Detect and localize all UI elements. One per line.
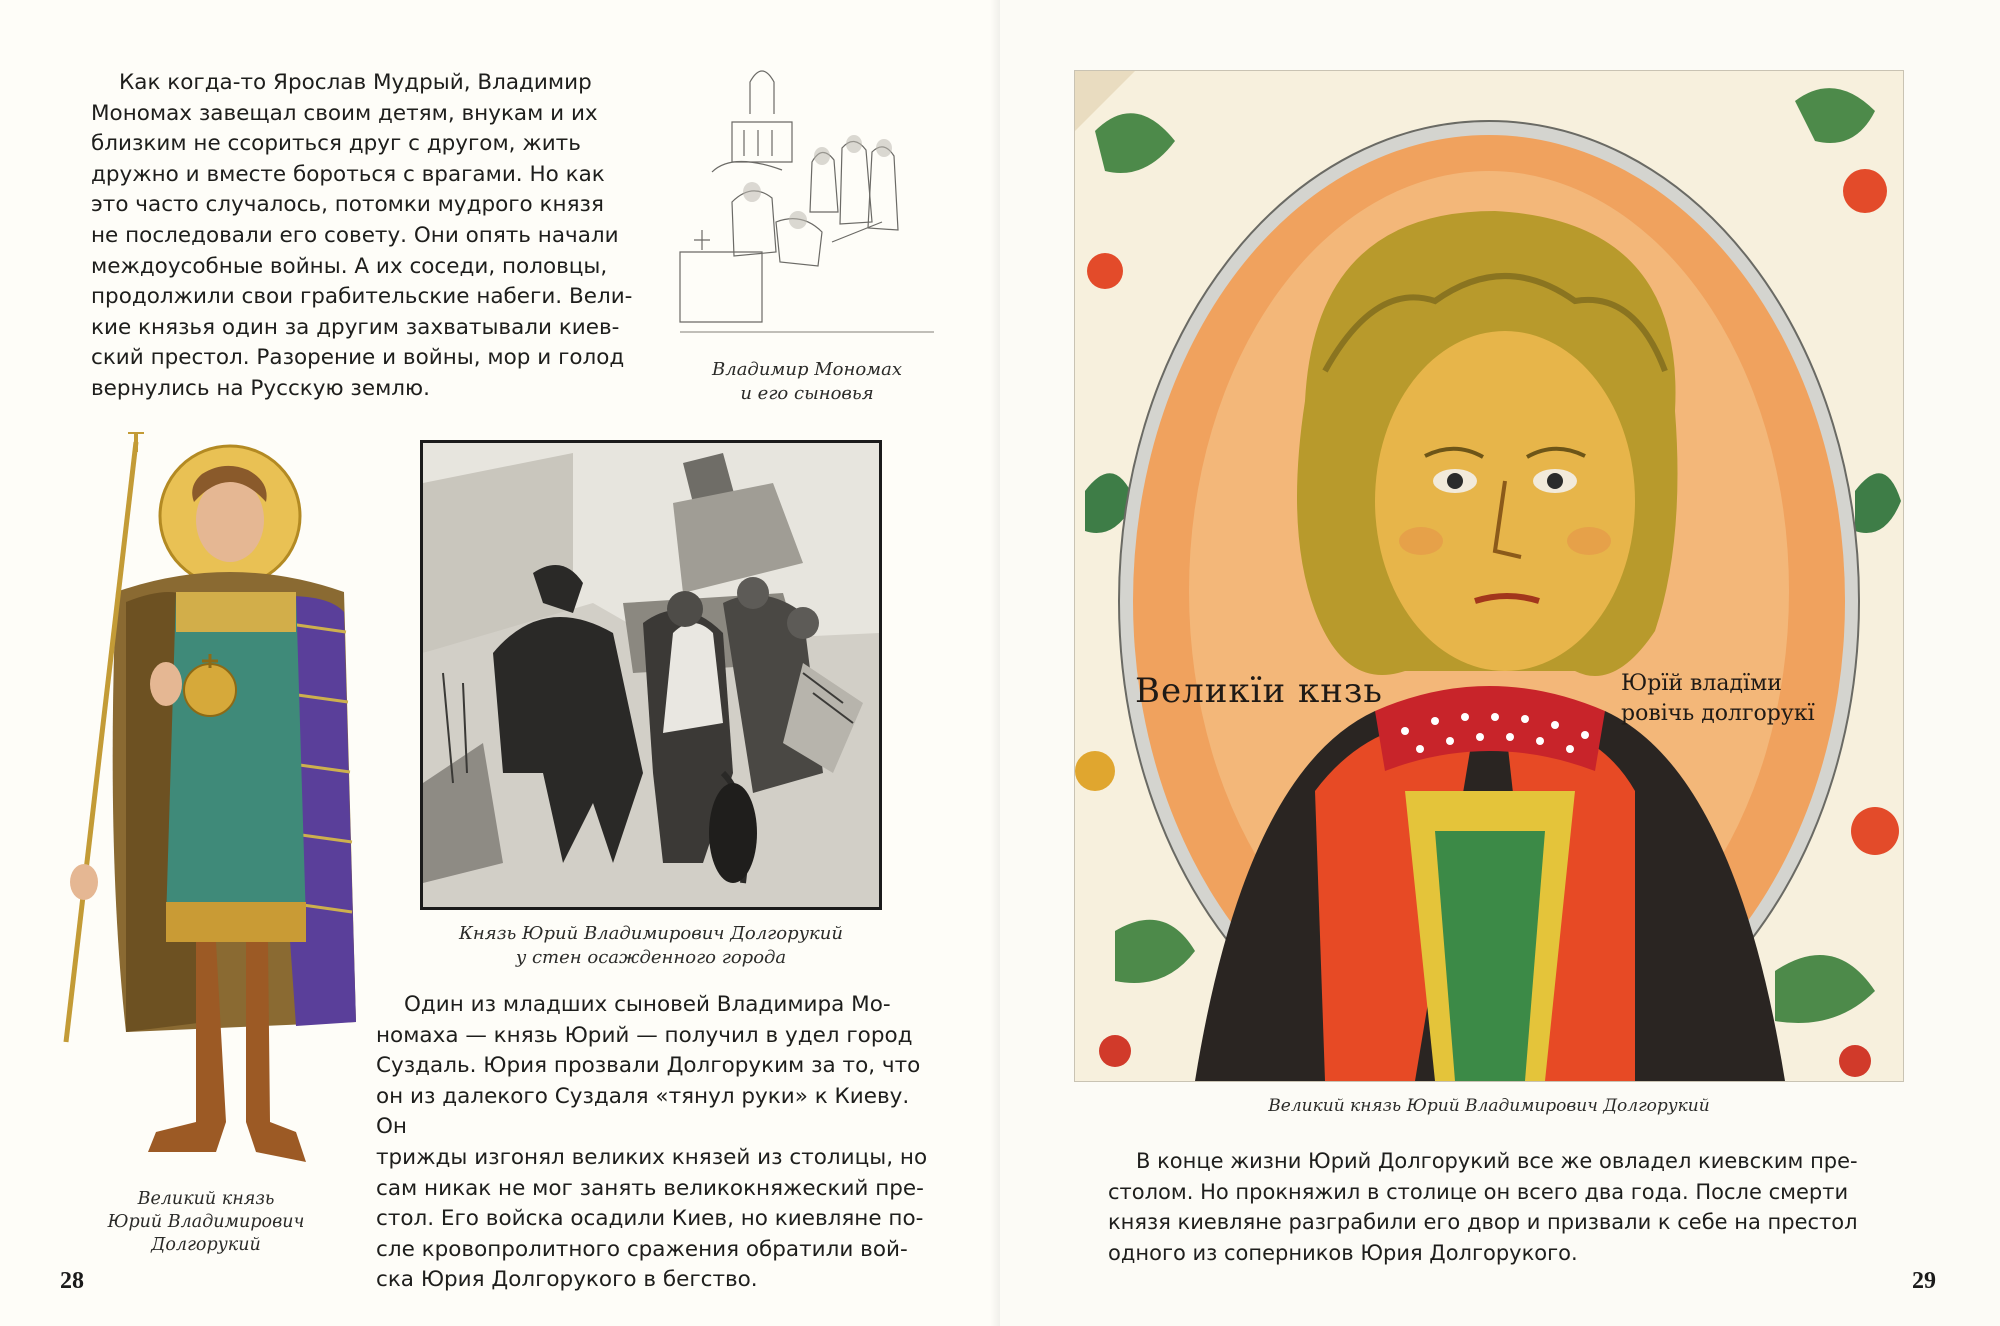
story-line: номаха — князь Юрий — получил в удел город [376,1022,913,1048]
monomakh-sketch-illustration [672,52,942,352]
intro-line: Мономах завещал своим детям, внукам и их [91,100,598,126]
story-line: Суздаль. Юрия прозвали Долгоруким за то, что [376,1053,921,1079]
closing-paragraph [1108,1146,1968,1268]
right-page [1000,0,2000,1326]
story-line: стол. Его войска осадили Киев, но киевляне по- [376,1206,924,1232]
siege-engraving-illustration [420,440,882,910]
sketch-caption-line: и его сыновья [740,383,874,404]
closing-line: одного из соперников Юрия Долгорукого. [1108,1240,1578,1265]
engraving-caption [420,922,882,970]
icon-caption [56,1188,356,1257]
icon-caption-line: Юрий Владимирович [107,1212,305,1232]
intro-line: междоусобные войны. А их соседи, половцы, [91,253,608,279]
icon-caption-line: Долгорукий [151,1235,261,1255]
page-number-right: 29 [1912,1268,1936,1294]
intro-line: это часто случалось, потомки мудрого князя [91,192,604,218]
intro-line: не последовали его совету. Они опять начали [91,222,619,248]
story-line: он из далекого Суздаля «тянул руки» к Киеву. Он [376,1083,910,1140]
portrait-caption: Великий князь Юрий Владимирович Долгорукий [1268,1096,1710,1116]
prince-icon-illustration [56,432,356,1180]
portrait-inscription-right-line: Юрїй владїми [1621,671,1782,696]
intro-line: дружно и вместе бороться с врагами. Но как [91,161,605,187]
closing-line: столом. Но прокняжил в столице он всего два года. После смерти [1108,1179,1849,1204]
story-line: сам никак не мог занять великокняжеский пре- [376,1175,924,1201]
page-number-left: 28 [60,1268,84,1294]
engraving-caption-line: Князь Юрий Владимирович Долгорукий [458,923,843,944]
siege-engraving-drawing [423,443,879,907]
story-line: сле кровопролитного сражения обратили вой- [376,1236,908,1262]
closing-line: князя киевляне разграбили его двор и призвали к себе на престол [1108,1210,1858,1234]
intro-line: продолжили свои грабительские набеги. Вели- [91,284,633,310]
engraving-caption-line: у стен осажденного города [515,947,787,968]
intro-line: вернулись на Русскую землю. [91,375,430,401]
story-line: Один из младших сыновей Владимира Мо- [404,992,891,1017]
intro-line: кие князья один за другим захватывали киев- [91,314,620,340]
intro-line: Как когда-то Ярослав Мудрый, Владимир [119,70,592,95]
intro-line: близким не ссориться друг с другом, жить [91,131,581,157]
dolgoruky-portrait-miniature [1074,70,1904,1082]
intro-paragraph [91,68,651,405]
intro-line: ский престол. Разорение и войны, мор и голод [91,345,625,371]
closing-line: В конце жизни Юрий Долгорукий все же овладел киевским пре- [1136,1149,1858,1173]
sketch-caption-line: Владимир Мономах [712,359,902,380]
story-line: трижды изгонял великих князей из столицы, но [376,1144,928,1170]
icon-caption-line: Великий князь [137,1189,275,1209]
story-line: ска Юрия Долгорукого в бегство. [376,1267,758,1293]
portrait-inscription-right [1621,669,1815,729]
portrait-drawing [1075,71,1903,1081]
portrait-inscription-left: Великїи кнзь [1135,671,1383,711]
story-paragraph [376,990,936,1296]
portrait-inscription-right-line: ровічь долгорукї [1621,701,1815,726]
sketch-caption [672,358,942,406]
